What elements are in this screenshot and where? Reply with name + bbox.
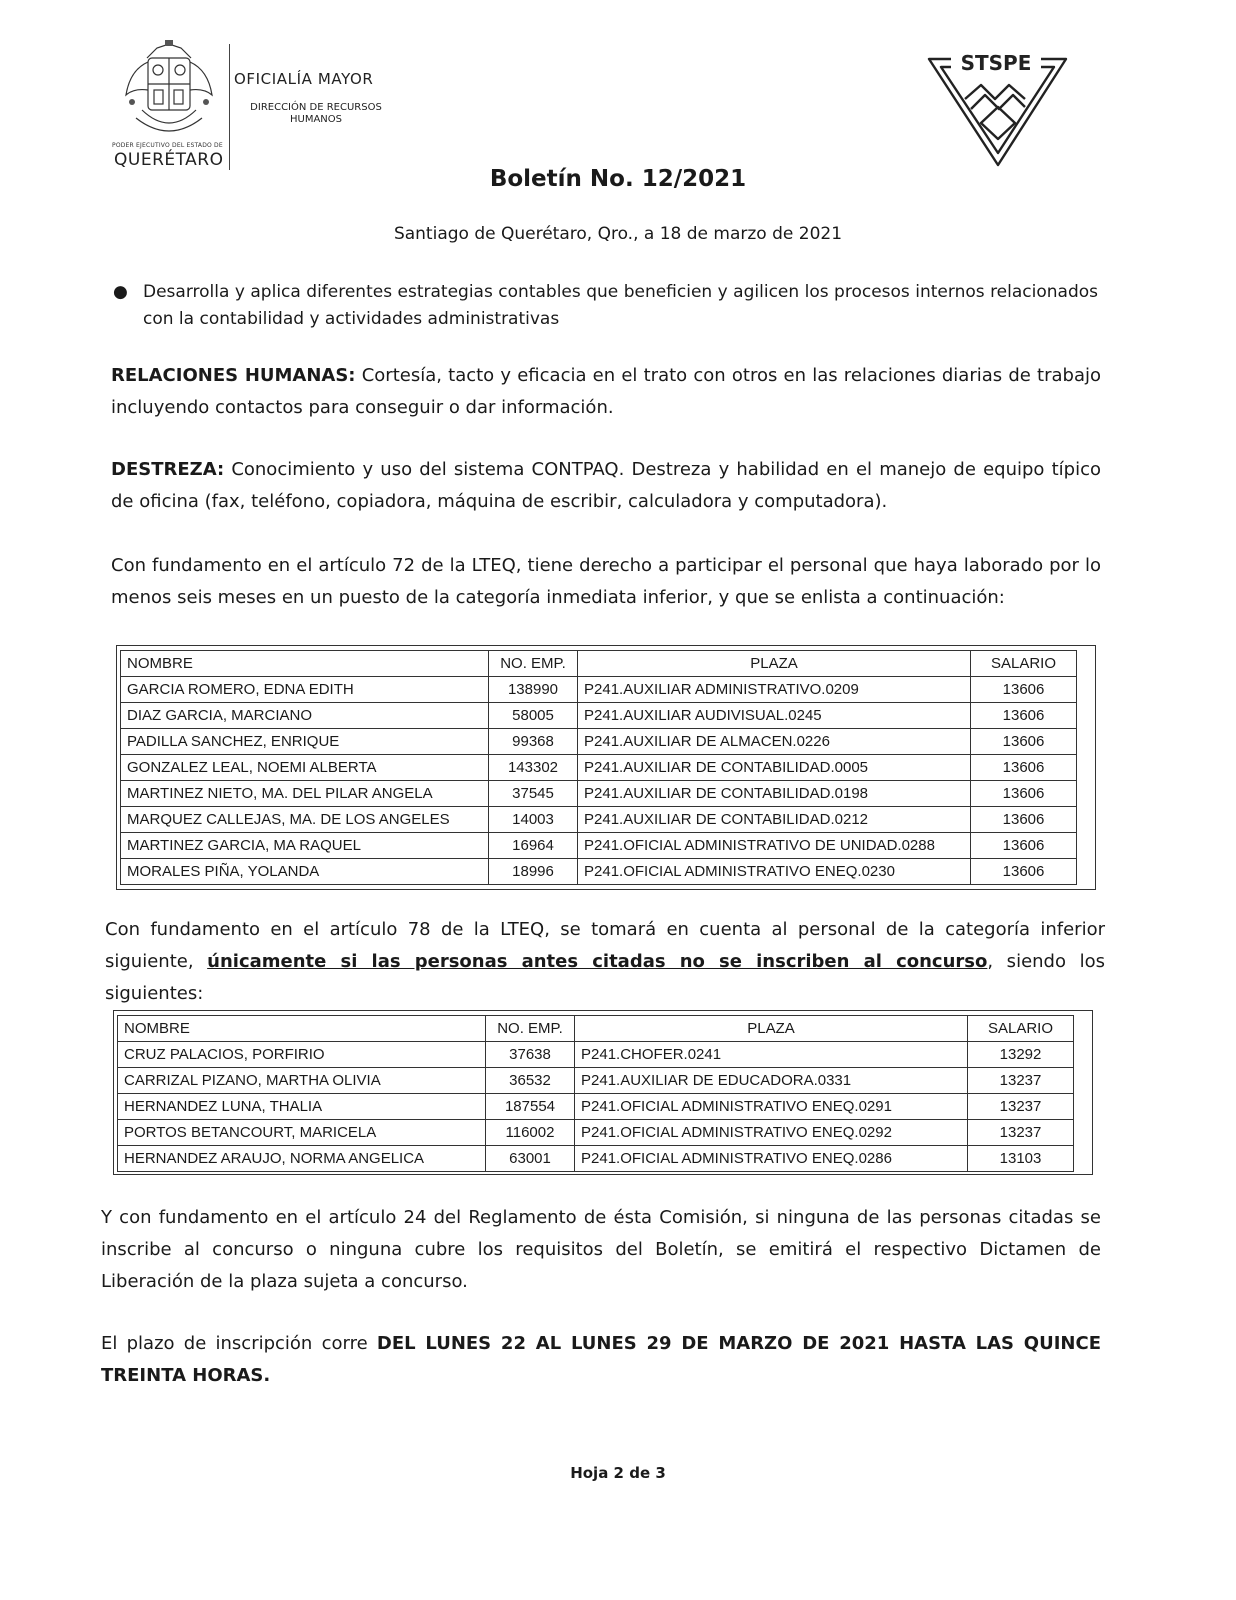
col-header-name: NOMBRE: [118, 1016, 486, 1042]
col-header-plaza: PLAZA: [578, 651, 971, 677]
stspe-logo-icon: [925, 45, 1070, 170]
bulletin-title: Boletín No. 12/2021: [489, 166, 747, 192]
table-row: [121, 781, 1077, 807]
header-left: [112, 40, 412, 175]
cell-name: CRUZ PALACIOS, PORFIRIO: [118, 1042, 486, 1068]
col-header-salary: SALARIO: [971, 651, 1077, 677]
direction-name: DIRECCIÓN DE RECURSOS HUMANOS: [250, 102, 382, 125]
place-date: Santiago de Querétaro, Qro., a 18 de marzo de 2021: [393, 224, 843, 244]
cell-emp: 16964: [489, 833, 578, 859]
cell-name: MORALES PIÑA, YOLANDA: [121, 859, 489, 885]
page-number: Hoja 2 de 3: [570, 1464, 666, 1482]
cell-name: MARTINEZ GARCIA, MA RAQUEL: [121, 833, 489, 859]
bullet-text: Desarrolla y aplica diferentes estrategias contables que beneficien y agilicen los procesos internos relacionados con la contabilidad y actividades administrativas: [143, 282, 1098, 329]
cell-name: HERNANDEZ LUNA, THALIA: [118, 1094, 486, 1120]
cell-plaza: P241.AUXILIAR DE EDUCADORA.0331: [575, 1068, 968, 1094]
cell-name: DIAZ GARCIA, MARCIANO: [121, 703, 489, 729]
art78-emphasis: únicamente si las personas antes citadas no se inscriben al concurso: [207, 951, 988, 972]
table-row: [121, 755, 1077, 781]
table-row: [118, 1042, 1074, 1068]
cell-salary: 13606: [971, 729, 1077, 755]
cell-name: CARRIZAL PIZANO, MARTHA OLIVIA: [118, 1068, 486, 1094]
table-row: [118, 1120, 1074, 1146]
destreza-paragraph: [111, 454, 1101, 518]
cell-plaza: P241.OFICIAL ADMINISTRATIVO ENEQ.0286: [575, 1146, 968, 1172]
header-divider: [229, 44, 230, 170]
cell-plaza: P241.AUXILIAR DE CONTABILIDAD.0212: [578, 807, 971, 833]
table-row: [121, 703, 1077, 729]
cell-emp: 138990: [489, 677, 578, 703]
crest-caption: PODER EJECUTIVO DEL ESTADO DE: [112, 142, 223, 149]
cell-name: PORTOS BETANCOURT, MARICELA: [118, 1120, 486, 1146]
art24-paragraph: Y con fundamento en el artículo 24 del Reglamento de ésta Comisión, si ninguna de las personas citadas se inscribe al concurso o ninguna cubre los requisitos del Boletín, se emitirá el respectivo Dictamen de Liberación de la plaza sujeta a concurso.: [101, 1207, 1101, 1292]
cell-salary: 13237: [968, 1120, 1074, 1146]
cell-salary: 13237: [968, 1094, 1074, 1120]
cell-plaza: P241.AUXILIAR ADMINISTRATIVO.0209: [578, 677, 971, 703]
plazo-paragraph: [101, 1328, 1101, 1392]
cell-salary: 13292: [968, 1042, 1074, 1068]
cell-plaza: P241.AUXILIAR DE CONTABILIDAD.0198: [578, 781, 971, 807]
cell-salary: 13606: [971, 807, 1077, 833]
cell-emp: 37638: [486, 1042, 575, 1068]
cell-plaza: P241.AUXILIAR DE CONTABILIDAD.0005: [578, 755, 971, 781]
eligible-staff-table: [120, 650, 1077, 885]
cell-salary: 13606: [971, 781, 1077, 807]
cell-emp: 36532: [486, 1068, 575, 1094]
col-header-name: NOMBRE: [121, 651, 489, 677]
cell-plaza: P241.OFICIAL ADMINISTRATIVO ENEQ.0291: [575, 1094, 968, 1120]
cell-emp: 14003: [489, 807, 578, 833]
cell-name: MARTINEZ NIETO, MA. DEL PILAR ANGELA: [121, 781, 489, 807]
relaciones-text: Cortesía, tacto y eficacia en el trato con otros en las relaciones diarias de trabajo incluyendo contactos para conseguir o dar información.: [111, 365, 1101, 418]
cell-salary: 13606: [971, 859, 1077, 885]
cell-plaza: P241.AUXILIAR AUDIVISUAL.0245: [578, 703, 971, 729]
col-header-emp: NO. EMP.: [489, 651, 578, 677]
cell-plaza: P241.OFICIAL ADMINISTRATIVO DE UNIDAD.0288: [578, 833, 971, 859]
cell-name: MARQUEZ CALLEJAS, MA. DE LOS ANGELES: [121, 807, 489, 833]
state-crest-icon: [112, 40, 227, 155]
destreza-label: DESTREZA:: [111, 459, 225, 480]
cell-plaza: P241.OFICIAL ADMINISTRATIVO ENEQ.0230: [578, 859, 971, 885]
cell-emp: 58005: [489, 703, 578, 729]
col-header-emp: NO. EMP.: [486, 1016, 575, 1042]
art72-paragraph: Con fundamento en el artículo 72 de la LTEQ, tiene derecho a participar el personal que haya laborado por lo menos seis meses en un puesto de la categoría inmediata inferior, y que se enlista a continuación:: [111, 555, 1101, 608]
office-name: OFICIALÍA MAYOR: [234, 70, 374, 88]
col-header-salary: SALARIO: [968, 1016, 1074, 1042]
cell-emp: 18996: [489, 859, 578, 885]
cell-emp: 99368: [489, 729, 578, 755]
state-name: QUERÉTARO: [114, 150, 224, 170]
cell-salary: 13606: [971, 833, 1077, 859]
alternate-staff-table: [117, 1015, 1074, 1172]
art78-paragraph: [105, 914, 1105, 1010]
table-row: [118, 1094, 1074, 1120]
cell-salary: 13606: [971, 703, 1077, 729]
table-header-row: [121, 651, 1077, 677]
table-row: [121, 833, 1077, 859]
bullet-dot-icon: ●: [113, 282, 128, 302]
cell-emp: 116002: [486, 1120, 575, 1146]
logo-text: STSPE: [960, 51, 1032, 75]
cell-emp: 37545: [489, 781, 578, 807]
col-header-plaza: PLAZA: [575, 1016, 968, 1042]
table-row: [118, 1146, 1074, 1172]
table-row: [121, 677, 1077, 703]
art78-tail: , siendo los siguientes:: [105, 951, 1105, 1004]
cell-plaza: P241.AUXILIAR DE ALMACEN.0226: [578, 729, 971, 755]
cell-salary: 13103: [968, 1146, 1074, 1172]
plazo-dates: DEL LUNES 22 AL LUNES 29 DE MARZO DE 2021 HASTA LAS QUINCE TREINTA HORAS.: [101, 1333, 1101, 1386]
art78-text: Con fundamento en el artículo 78 de la LTEQ, se tomará en cuenta al personal de la categoría inferior siguiente,: [105, 919, 1105, 972]
plazo-text: El plazo de inscripción corre: [101, 1333, 377, 1354]
cell-emp: 143302: [489, 755, 578, 781]
cell-salary: 13237: [968, 1068, 1074, 1094]
table-row: [121, 859, 1077, 885]
cell-plaza: P241.CHOFER.0241: [575, 1042, 968, 1068]
cell-name: PADILLA SANCHEZ, ENRIQUE: [121, 729, 489, 755]
table-header-row: [118, 1016, 1074, 1042]
cell-salary: 13606: [971, 677, 1077, 703]
table-row: [118, 1068, 1074, 1094]
table-row: [121, 729, 1077, 755]
cell-name: GONZALEZ LEAL, NOEMI ALBERTA: [121, 755, 489, 781]
destreza-text: Conocimiento y uso del sistema CONTPAQ. Destreza y habilidad en el manejo de equipo típico de oficina (fax, teléfono, copiadora, máquina de escribir, calculadora y computadora).: [111, 459, 1101, 512]
relaciones-paragraph: [111, 360, 1101, 424]
cell-name: GARCIA ROMERO, EDNA EDITH: [121, 677, 489, 703]
cell-emp: 63001: [486, 1146, 575, 1172]
cell-salary: 13606: [971, 755, 1077, 781]
cell-plaza: P241.OFICIAL ADMINISTRATIVO ENEQ.0292: [575, 1120, 968, 1146]
cell-emp: 187554: [486, 1094, 575, 1120]
relaciones-label: RELACIONES HUMANAS:: [111, 365, 356, 386]
cell-name: HERNANDEZ ARAUJO, NORMA ANGELICA: [118, 1146, 486, 1172]
table-row: [121, 807, 1077, 833]
